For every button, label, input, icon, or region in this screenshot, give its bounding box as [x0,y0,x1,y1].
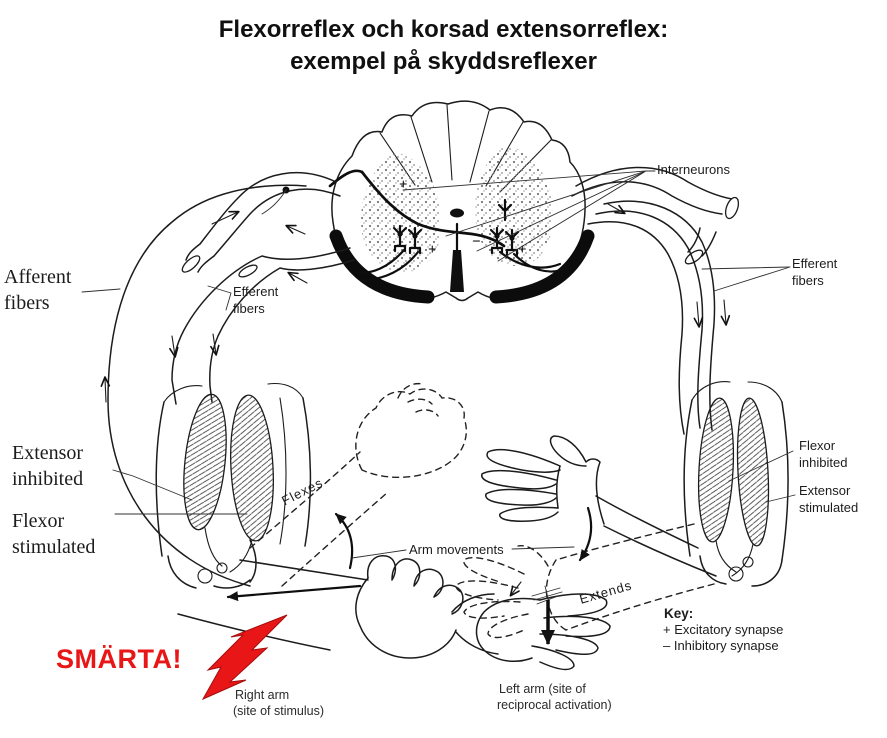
key-heading: Key: [664,606,694,621]
caption-right-arm-line2: (site of stimulus) [233,704,324,718]
key-excitatory: + Excitatory synapse [663,622,784,637]
title-line2: exempel på skyddsreflexer [290,47,597,75]
gray-matter-right [475,147,553,266]
label-efferent-fibers-left: Efferent fibers [233,284,279,316]
caption-left-arm-line1: Left arm (site of [499,682,586,696]
cut-nerve-stub [237,263,258,279]
synapse-sign-right-ventral: + [518,242,527,258]
flexor-muscle [695,397,736,543]
label-arm-movements: Arm movements [409,542,504,557]
caption-right-arm-line1: Right arm [235,688,290,702]
pain-label: SMÄRTA! [56,644,182,674]
extensor-muscle [734,397,772,546]
left-nerve-loop [105,173,354,586]
title-line1: Flexorreflex och korsad extensorreflex: [218,16,669,43]
label-extensor-stimulated: Extensor stimulated [799,483,859,515]
central-canal [450,209,464,218]
synapse-sign-midline: − [472,234,481,250]
cut-nerve-stub [723,196,741,220]
right-arm-drawing [156,384,610,670]
synapse-sign-left-ventral: + [428,242,437,258]
spinal-cord [330,101,588,300]
label-flexes: Flexes [279,474,326,509]
label-afferent-fibers: Afferent fibers [4,266,72,314]
label-extensor-inhibited: Extensor inhibited [12,442,84,490]
right-nerve-loop [572,167,741,434]
label-extends: Extends [577,577,634,607]
extensor-muscle [178,392,232,531]
left-arm-drawing [456,382,788,644]
caption-left-arm-line2: reciprocal activation) [497,698,612,712]
label-interneurons: Interneurons [657,162,730,177]
page-title [0,14,887,77]
label-flexor-stimulated: Flexor stimulated [12,510,96,558]
label-flexor-inhibited: Flexor inhibited [799,438,848,470]
synapse-sign-left-dorsal: + [399,177,408,193]
flexor-muscle [227,394,277,542]
label-efferent-fibers-right: Efferent fibers [792,256,838,288]
key-inhibitory: – Inhibitory synapse [663,638,779,653]
synapse-sign-right-cluster: + [501,203,510,219]
